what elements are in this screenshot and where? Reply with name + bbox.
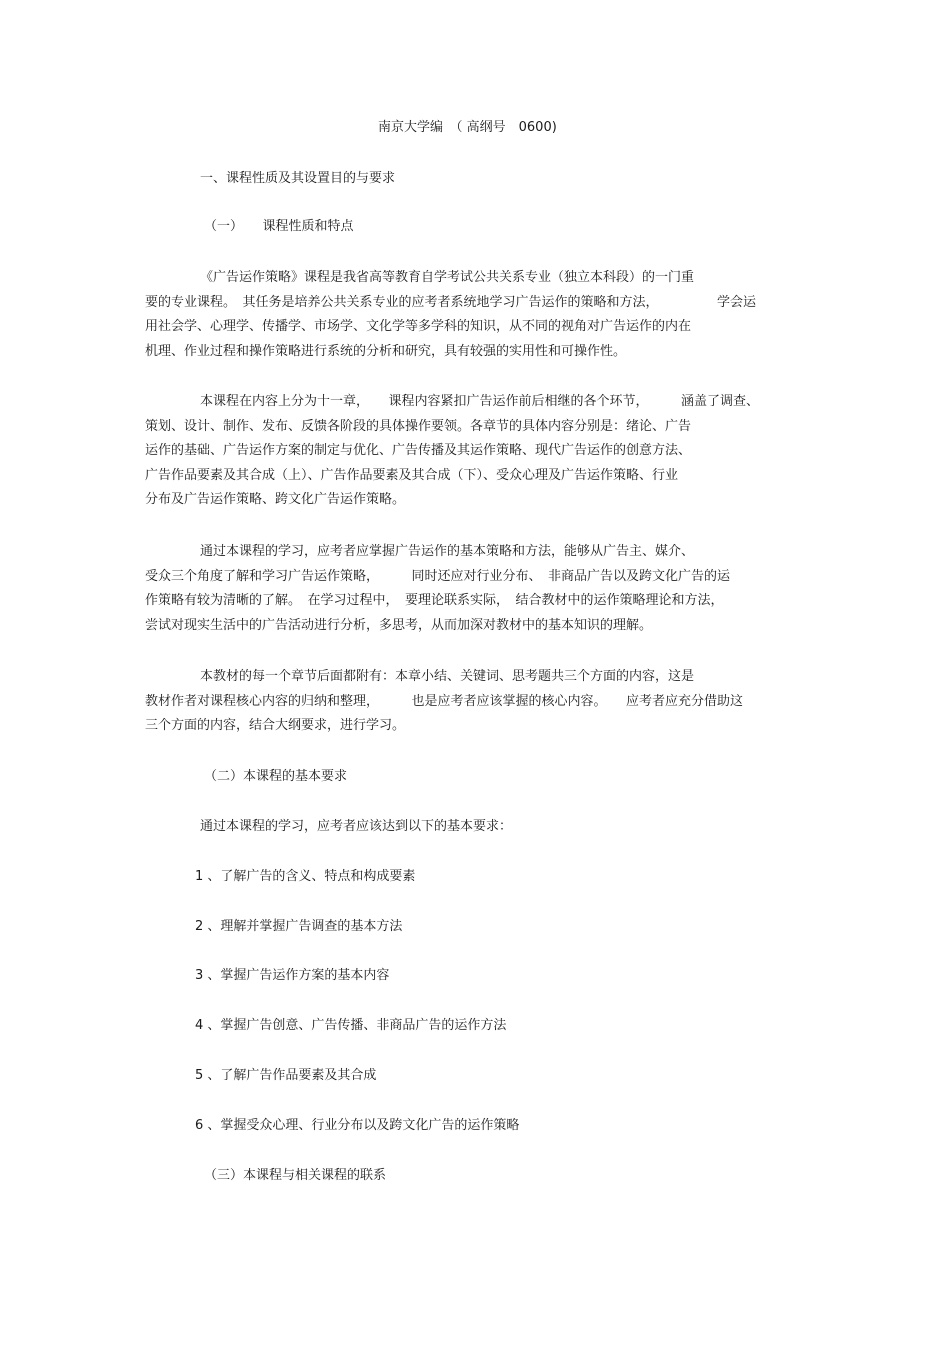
subsection-heading-nature: （一） 课程性质和特点 — [204, 219, 354, 234]
paragraph-3 — [145, 540, 805, 638]
list-item: 2 、理解并掌握广告调查的基本方法 — [195, 919, 403, 934]
paragraph-line: 尝试对现实生活中的广告活动进行分析，多思考，从而加深对教材中的基本知识的理解。 — [145, 617, 653, 633]
list-item: 3 、掌握广告运作方案的基本内容 — [195, 968, 390, 983]
list-item: 1 、了解广告的含义、特点和构成要素 — [195, 869, 416, 884]
paragraph-line: 通过本课程的学习，应考者应掌握广告运作的基本策略和方法，能够从广告主、媒介、 — [200, 544, 695, 559]
paragraph-1 — [145, 266, 805, 364]
list-item: 6 、掌握受众心理、行业分布以及跨文化广告的运作策略 — [195, 1118, 520, 1133]
paragraph-line: 策划、设计、制作、发布、反馈各阶段的具体操作要领。各章节的具体内容分别是：绪论、广告 — [145, 418, 692, 434]
requirements-intro: 通过本课程的学习，应考者应该达到以下的基本要求： — [200, 819, 513, 834]
paragraph-line: 三个方面的内容，结合大纲要求，进行学习。 — [145, 718, 406, 733]
subsection-heading-requirements: （二）本课程的基本要求 — [204, 769, 348, 784]
paragraph-line: 受众三个角度了解和学习广告运作策略， 同时还应对行业分布、 非商品广告以及跨文化广告的运 — [145, 568, 731, 584]
paragraph-line: 运作的基础、广告运作方案的制定与优化、广告传播及其运作策略、现代广告运作的创意方法、 — [145, 443, 692, 458]
subsection-heading-related-courses: （三）本课程与相关课程的联系 — [204, 1168, 387, 1183]
paragraph-2 — [145, 390, 805, 513]
paragraph-line: 分布及广告运作策略、跨文化广告运作策略。 — [145, 492, 406, 507]
section-heading-1: 一、课程性质及其设置目的与要求 — [200, 171, 396, 186]
paragraph-line: 本课程在内容上分为十一章， 课程内容紧扣广告运作前后相继的各个环节， 涵盖了调查、 — [200, 394, 760, 409]
paragraph-line: 用社会学、心理学、传播学、市场学、文化学等多学科的知识，从不同的视角对广告运作的内在 — [145, 319, 692, 334]
paragraph-line: 教材作者对课程核心内容的归纳和整理， 也是应考者应该掌握的核心内容。 应考者应充分借助这 — [145, 693, 744, 709]
paragraph-line: 要的专业课程。 其任务是培养公共关系专业的应考者系统地学习广告运作的策略和方法， 学会运 — [145, 294, 757, 310]
paragraph-line: 作策略有较为清晰的了解。 在学习过程中， 要理论联系实际， 结合教材中的运作策略理论和方法， — [145, 593, 724, 608]
paragraph-line: 机理、作业过程和操作策略进行系统的分析和研究，具有较强的实用性和可操作性。 — [145, 343, 627, 359]
list-item: 5 、了解广告作品要素及其合成 — [195, 1068, 377, 1083]
paragraph-line: 广告作品要素及其合成（上）、广告作品要素及其合成（下）、受众心理及广告运作策略、行业 — [145, 467, 679, 483]
document-title: 南京大学编 （ 高纲号 0600) — [378, 120, 557, 135]
list-item: 4 、掌握广告创意、广告传播、非商品广告的运作方法 — [195, 1018, 507, 1033]
paragraph-4 — [145, 665, 805, 739]
paragraph-line: 《广告运作策略》课程是我省高等教育自学考试公共关系专业（独立本科段）的一门重 — [200, 270, 695, 285]
paragraph-line: 本教材的每一个章节后面都附有：本章小结、关键词、思考题共三个方面的内容，这是 — [200, 669, 695, 684]
